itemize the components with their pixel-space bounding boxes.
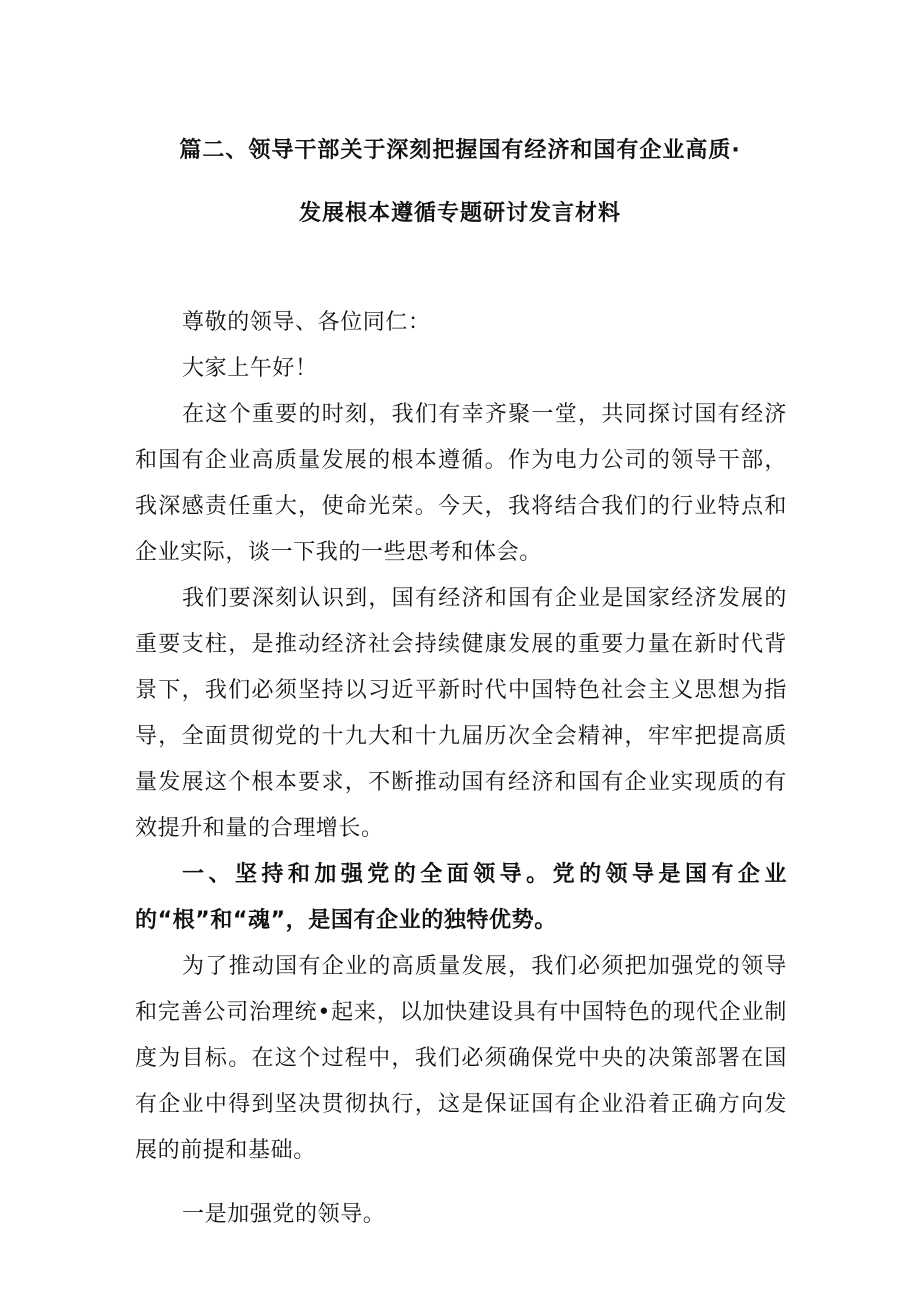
document-title-line-2: 发展根本遵循专题研讨发言材料	[298, 201, 621, 226]
section-heading: 一、坚持和加强党的全面领导。党的领导是国有企业的“根”和“魂”，是国有企业的独特优势。	[135, 862, 787, 933]
greeting: 大家上午好！	[182, 356, 318, 381]
document-title-line-1: 篇二、领导干部关于深刻把握国有经济和国有企业高质·	[179, 138, 741, 163]
body-paragraph: 我们要深刻认识到，国有经济和国有企业是国家经济发展的重要支柱，是推动经济社会持续健康发展的重要力量在新时代背景下，我们必须坚持以习近平新时代中国特色社会主义思想为指导，全面贯彻党的十九大和十九届历次全会精神，牢牢把提高质量发展这个根本要求，不断推动国有经济和国有企业实现质的有效提升和量的合理增长。	[135, 586, 787, 841]
salutation: 尊敬的领导、各位同仁：	[182, 310, 431, 335]
body-paragraph: 为了推动国有企业的高质量发展，我们必须把加强党的领导和完善公司治理统•起来，以加快建设具有中国特色的现代企业制度为目标。在这个过程中，我们必须确保党中央的决策部署在国有企业中得到坚决贯彻执行，这是保证国有企业沿着正确方向发展的前提和基础。	[135, 954, 787, 1163]
body-paragraph: 在这个重要的时刻，我们有幸齐聚一堂，共同探讨国有经济和国有企业高质量发展的根本遵循。作为电力公司的领导干部，我深感责任重大，使命光荣。今天，我将结合我们的行业特点和企业实际，谈一下我的一些思考和体会。	[135, 402, 787, 565]
sub-point: 一是加强党的领导。	[182, 1202, 386, 1227]
document-body	[135, 300, 787, 1238]
